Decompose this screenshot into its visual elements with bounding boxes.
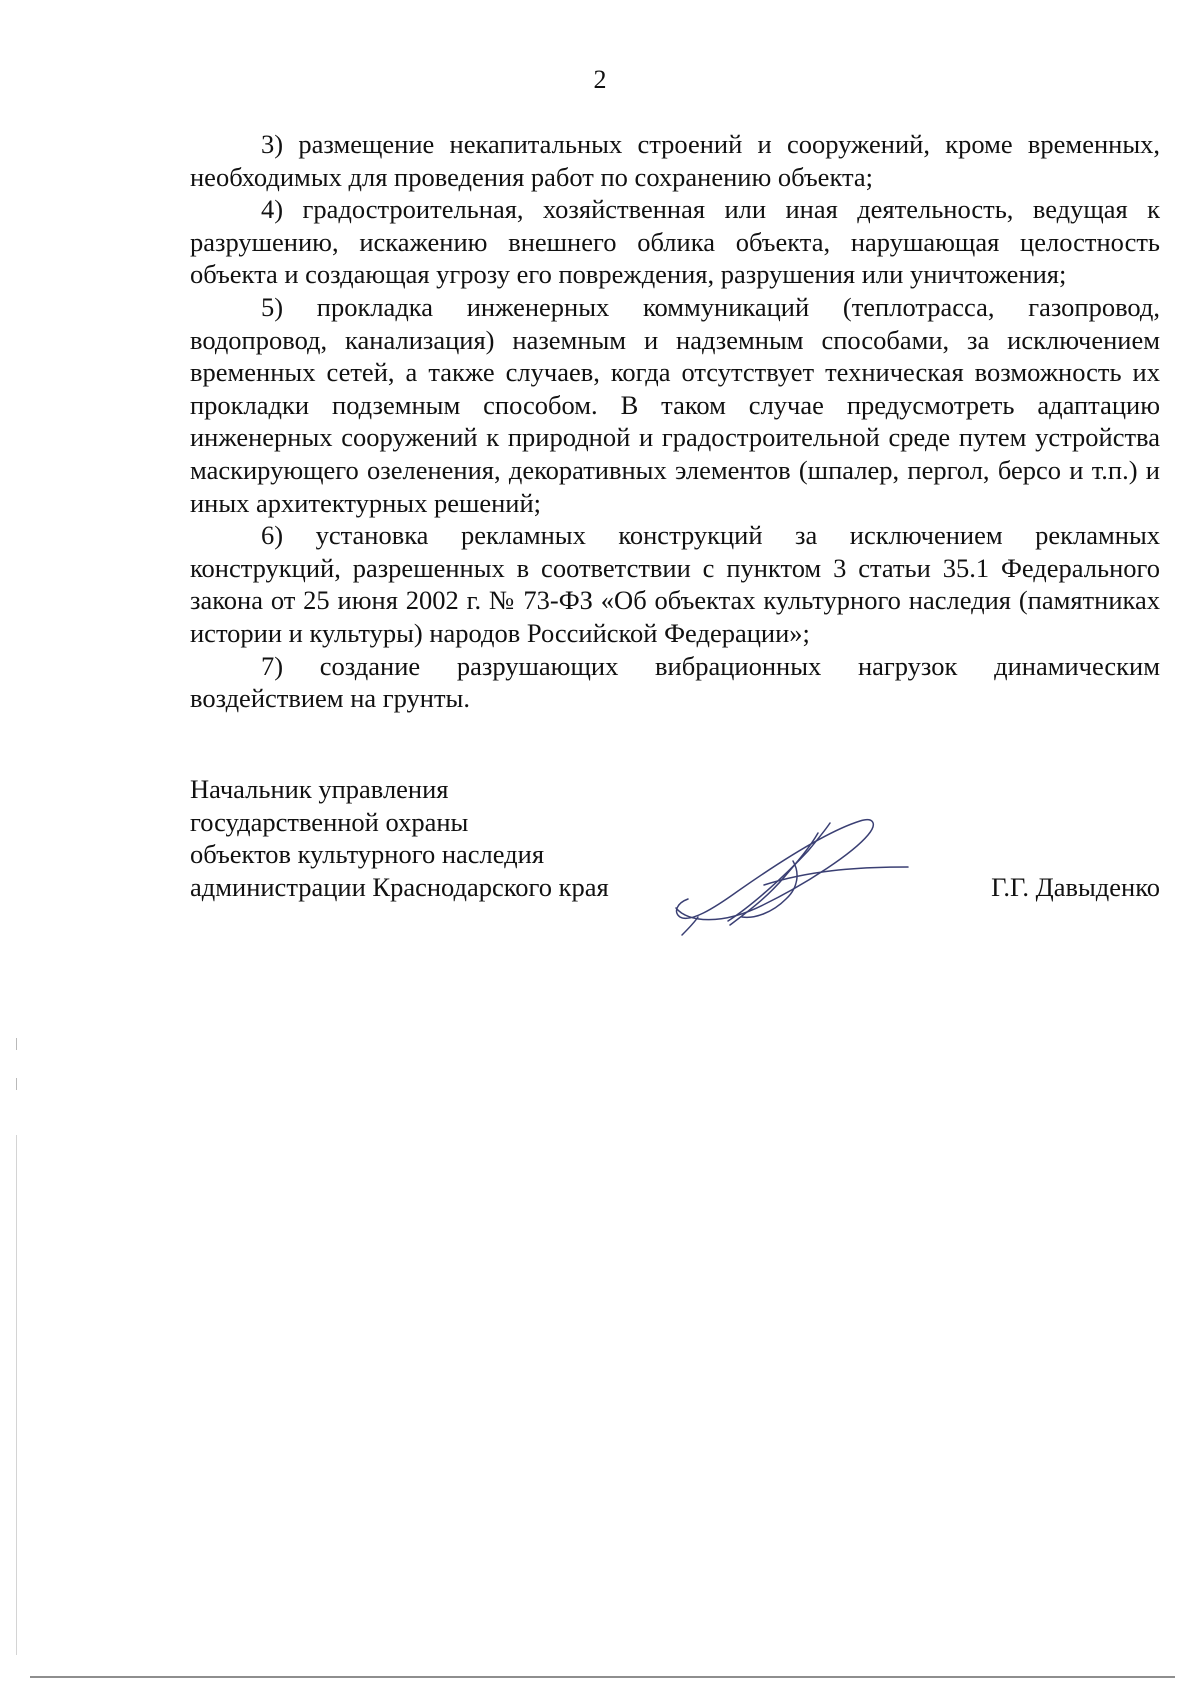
paragraph-item-4: 4) градостроительная, хозяйственная или иная деятельность, ведущая к разрушению, искажению внешнего облика объекта, нарушающая целостность объекта и создающая угрозу его повреждения, разрушения или уничтожения; (190, 194, 1160, 290)
paragraph-item-6: 6) установка рекламных конструкций за исключением рекламных конструкций, разрешенных в соответствии с пунктом 3 статьи 35.1 Федерального закона от 25 июня 2002 г. № 73-ФЗ «Об объектах культурного наследия (памятниках истории и культуры) народов Российской Федерации»; (190, 520, 1160, 648)
handwritten-signature (668, 813, 918, 938)
scan-edge-mark (16, 1078, 17, 1090)
paragraph-item-7: 7) создание разрушающих вибрационных нагрузок динамическим воздействием на грунты. (190, 650, 1160, 714)
scan-edge-line (16, 1135, 17, 1655)
signer-name: Г.Г. Давыденко (991, 871, 1160, 902)
position-line: администрации Краснодарского края (190, 871, 609, 902)
position-line: государственной охраны (190, 806, 469, 837)
signer-position (190, 773, 609, 903)
paragraph-item-3: 3) размещение некапитальных строений и сооружений, кроме временных, необходимых для проведения работ по сохранению объекта; (190, 129, 1160, 192)
page-number: 2 (593, 65, 607, 94)
scan-edge-mark (16, 1038, 17, 1050)
scan-bottom-line (30, 1676, 1175, 1678)
position-line: объектов культурного наследия (190, 839, 545, 870)
position-line: Начальник управления (190, 774, 449, 804)
paragraph-item-5: 5) прокладка инженерных коммуникаций (теплотрасса, газопровод, водопровод, канализация) наземным и надземным способами, за исключением временных сетей, а также случаев, когда отсутствует техническая возможность их прокладки подземным способом. В таком случае предусмотреть адаптацию инженерных сооружений к природной и градостроительной среде путем устройства маскирующего озеленения, декоративных элементов (шпалер, пергол, берсо и т.п.) и иных архитектурных решений; (190, 291, 1160, 518)
document-body (190, 128, 1160, 715)
signature-block (190, 773, 1160, 943)
